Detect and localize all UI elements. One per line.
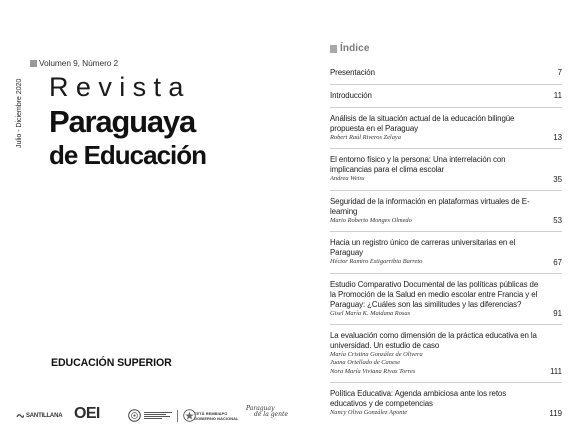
toc-entry-title: Política Educativa: Agenda ambiciosa ante los retos educativos y de competencias — [330, 389, 507, 409]
santillana-logo-text: SANTILLANA — [26, 413, 63, 419]
toc-entry-author: Nora María Viviana Rivas Torres — [330, 367, 416, 375]
toc-entry-author: Andrea Weiss — [330, 175, 365, 183]
volume-square-marker — [30, 60, 37, 67]
toc-entry — [330, 63, 562, 78]
toc-entry-author: Mario Roberto Monges Olmedo — [330, 216, 412, 224]
oei-logo: OEI — [74, 405, 100, 422]
toc-entry-author: María Cristina González de Olivera — [330, 351, 423, 359]
toc-entry — [330, 273, 562, 318]
national-seal-icon — [128, 409, 141, 422]
toc-entry — [330, 148, 562, 183]
index-heading — [330, 43, 370, 54]
tetarembiapo-line1: TETÃ REMBIAPO — [194, 411, 228, 416]
toc-entry-page: 35 — [553, 174, 562, 184]
toc-entry-page: 91 — [553, 309, 562, 319]
toc-entry-page: 119 — [549, 408, 562, 418]
toc-entry-title: Análisis de la situación actual de la educación bilingüe propuesta en el Paraguay — [330, 114, 515, 133]
script-logo-line1: Paraguay — [246, 405, 275, 412]
cover-section-label: EDUCACIÓN SUPERIOR — [51, 357, 172, 369]
toc-entry-author: Juana Ortellado de Canese — [330, 359, 401, 367]
ministry-logo — [128, 409, 196, 422]
toc-entry-title: Seguridad de la información en plataformas virtuales de E-learning — [330, 196, 530, 216]
toc-entry-title: Hacia un registro único de carreras universitarias en el Paraguay — [330, 238, 516, 258]
table-of-contents — [330, 63, 562, 418]
cover-period: Julio - Diciembre 2020 — [14, 78, 23, 148]
toc-entry-author: Héctor Ramiro Estigarribia Barreto — [330, 258, 423, 266]
toc-entry-title: Presentación — [330, 68, 375, 77]
paraguay-script-logo — [246, 406, 288, 419]
toc-entry-page: 13 — [553, 133, 562, 143]
script-logo-line2: de la gente — [254, 411, 288, 419]
tetarembiapo-line2: GOBIERNO NACIONAL — [194, 415, 239, 421]
toc-entry — [330, 231, 562, 266]
toc-entry-title: Estudio Comparativo Documental de las políticas públicas de la Promoción de la Salud en medio escolar entre Francia y el Paraguay: ¿Cuáles son las similitudes y las diferencias? — [330, 279, 539, 309]
toc-entry — [330, 324, 562, 376]
toc-entry — [330, 84, 562, 101]
cover-title-revista: Revista — [49, 72, 191, 102]
toc-entry — [330, 382, 562, 417]
toc-entry — [330, 190, 562, 225]
toc-entry-title: El entorno físico y la persona: Una interrelación con implicancias para el clima escolar — [330, 155, 506, 175]
index-square-marker — [330, 45, 337, 53]
santillana-swirl-icon — [16, 413, 24, 419]
toc-entry-page: 67 — [553, 257, 562, 267]
cover-title-educacion: de Educación — [49, 140, 207, 170]
volume-label: Volumen 9, Número 2 — [39, 58, 119, 68]
cover-title-paraguaya: Paraguaya — [49, 104, 196, 139]
index-title: Índice — [340, 43, 370, 54]
toc-entry-author: Nancy Oliva González Aponte — [330, 409, 408, 417]
ministry-logo-divider — [177, 410, 178, 422]
volume-line — [30, 58, 118, 68]
toc-entry-page: 7 — [557, 68, 562, 77]
ministry-name-lines — [144, 412, 172, 420]
cover-period-vertical — [14, 62, 26, 148]
tetarembiapo-logo — [194, 412, 239, 422]
toc-entry-title: La evaluación como dimensión de la práctica educativa en la universidad. Un estudio de caso — [330, 331, 537, 351]
toc-entry-author: Gisel María K. Maidana Rosas — [330, 309, 411, 317]
toc-entry-title: Introducción — [330, 91, 372, 100]
toc-entry-page: 53 — [553, 216, 562, 226]
toc-entry-page: 111 — [550, 367, 562, 377]
toc-entry-author: Robert Raúl Riveros Zelaya — [330, 134, 401, 141]
santillana-logo — [16, 413, 62, 419]
toc-entry-page: 11 — [553, 91, 562, 100]
toc-entry — [330, 107, 562, 142]
